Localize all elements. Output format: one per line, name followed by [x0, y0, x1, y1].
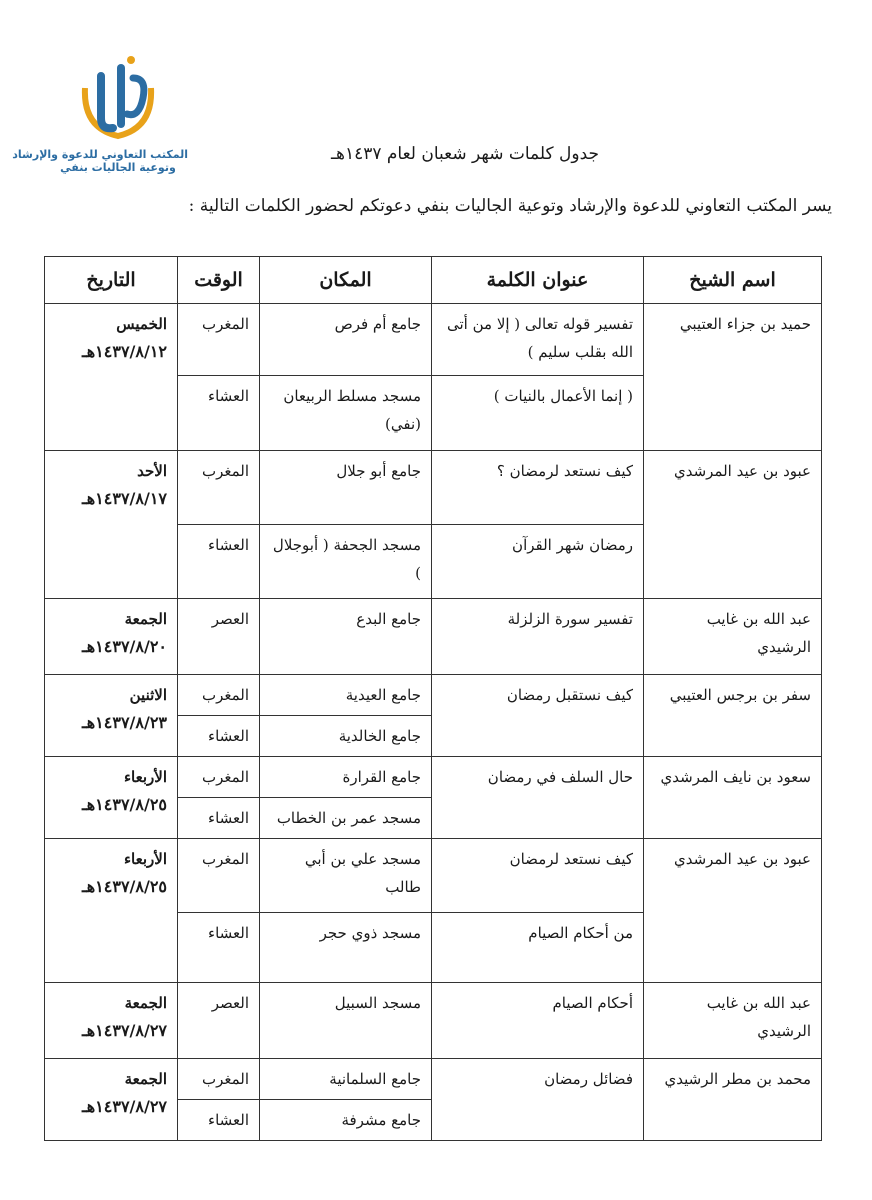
time-cell: العشاء	[178, 913, 260, 983]
topic-cell: كيف نستعد لرمضان	[432, 839, 644, 913]
date-cell	[45, 451, 178, 599]
header-topic: عنوان الكلمة	[432, 257, 644, 304]
date-day: الأربعاء	[123, 768, 167, 786]
shaykh-name: عبود بن عيد المرشدي	[644, 839, 822, 983]
org-logo	[12, 48, 188, 180]
shaykh-name: عبد الله بن غايب الرشيدي	[644, 599, 822, 675]
time-cell: المغرب	[178, 839, 260, 913]
topic-cell: كيف نستقبل رمضان	[432, 675, 644, 757]
shaykh-name: سعود بن نايف المرشدي	[644, 757, 822, 839]
date-cell	[45, 1059, 178, 1141]
topic-cell: من أحكام الصيام	[432, 913, 644, 983]
header-time: الوقت	[178, 257, 260, 304]
date-value: ١٤٣٧/٨/٢٧هـ	[82, 1097, 167, 1116]
logo-org-sub: وتوعية الجاليات بنفي	[60, 161, 176, 174]
place-cell: جامع السلمانية	[260, 1059, 432, 1100]
date-day: الأربعاء	[123, 850, 167, 868]
time-cell: العشاء	[178, 376, 260, 451]
shaykh-name: حميد بن جزاء العتيبي	[644, 304, 822, 451]
table-row	[45, 599, 822, 675]
table-row	[45, 1059, 822, 1100]
topic-cell: تفسير قوله تعالى ( إلا من أتى الله بقلب سليم )	[432, 304, 644, 376]
time-cell: العصر	[178, 983, 260, 1059]
date-cell	[45, 304, 178, 451]
time-cell: العشاء	[178, 716, 260, 757]
schedule-table	[44, 256, 822, 1141]
topic-cell: رمضان شهر القرآن	[432, 525, 644, 599]
logo-org-name: المكتب التعاوني للدعوة والإرشاد	[12, 148, 188, 161]
date-value: ١٤٣٧/٨/٢٥هـ	[82, 877, 167, 896]
date-day: الجمعة	[124, 994, 167, 1012]
topic-cell: فضائل رمضان	[432, 1059, 644, 1141]
table-row	[45, 451, 822, 525]
date-day: الخميس	[116, 315, 167, 333]
time-cell: العشاء	[178, 798, 260, 839]
date-day: الاثنين	[129, 686, 167, 704]
topic-cell: تفسير سورة الزلزلة	[432, 599, 644, 675]
place-cell: جامع الخالدية	[260, 716, 432, 757]
place-cell: جامع البدع	[260, 599, 432, 675]
table-row	[45, 983, 822, 1059]
date-day: الأحد	[137, 462, 167, 480]
shaykh-name: عبد الله بن غايب الرشيدي	[644, 983, 822, 1059]
date-cell	[45, 675, 178, 757]
place-cell: مسجد علي بن أبي طالب	[260, 839, 432, 913]
time-cell: العصر	[178, 599, 260, 675]
page-title: جدول كلمات شهر شعبان لعام ١٤٣٧هـ	[330, 144, 599, 164]
place-cell: مسجد السبيل	[260, 983, 432, 1059]
date-value: ١٤٣٧/٨/٢٠هـ	[82, 637, 167, 656]
place-cell: مسجد مسلط الربيعان (نفي)	[260, 376, 432, 451]
date-cell	[45, 599, 178, 675]
topic-cell: ( إنما الأعمال بالنيات )	[432, 376, 644, 451]
place-cell: جامع أم فرص	[260, 304, 432, 376]
logo-emblem-icon	[73, 48, 163, 144]
date-cell	[45, 839, 178, 983]
date-cell	[45, 983, 178, 1059]
date-value: ١٤٣٧/٨/١٢هـ	[82, 342, 167, 361]
table-row	[45, 304, 822, 376]
header-shaykh: اسم الشيخ	[644, 257, 822, 304]
topic-cell: كيف نستعد لرمضان ؟	[432, 451, 644, 525]
header-date: التاريخ	[45, 257, 178, 304]
date-day: الجمعة	[124, 1070, 167, 1088]
time-cell: العشاء	[178, 525, 260, 599]
place-cell: جامع مشرفة	[260, 1100, 432, 1141]
place-cell: مسجد الجحفة ( أبوجلال )	[260, 525, 432, 599]
topic-cell: أحكام الصيام	[432, 983, 644, 1059]
place-cell: جامع القرارة	[260, 757, 432, 798]
time-cell: المغرب	[178, 451, 260, 525]
table-header-row	[45, 257, 822, 304]
table-row	[45, 839, 822, 913]
shaykh-name: سفر بن برجس العتيبي	[644, 675, 822, 757]
header-place: المكان	[260, 257, 432, 304]
topic-cell: حال السلف في رمضان	[432, 757, 644, 839]
date-value: ١٤٣٧/٨/٢٧هـ	[82, 1021, 167, 1040]
place-cell: جامع أبو جلال	[260, 451, 432, 525]
time-cell: المغرب	[178, 675, 260, 716]
place-cell: جامع العيدية	[260, 675, 432, 716]
date-cell	[45, 757, 178, 839]
place-cell: مسجد ذوي حجر	[260, 913, 432, 983]
date-value: ١٤٣٧/٨/٢٣هـ	[82, 713, 167, 732]
date-value: ١٤٣٧/٨/١٧هـ	[82, 489, 167, 508]
date-value: ١٤٣٧/٨/٢٥هـ	[82, 795, 167, 814]
intro-text: يسر المكتب التعاوني للدعوة والإرشاد وتوعية الجاليات بنفي دعوتكم لحضور الكلمات التالية :	[188, 196, 832, 216]
time-cell: العشاء	[178, 1100, 260, 1141]
shaykh-name: محمد بن مطر الرشيدي	[644, 1059, 822, 1141]
time-cell: المغرب	[178, 757, 260, 798]
table-row	[45, 757, 822, 798]
table-row	[45, 675, 822, 716]
place-cell: مسجد عمر بن الخطاب	[260, 798, 432, 839]
shaykh-name: عبود بن عيد المرشدي	[644, 451, 822, 599]
time-cell: المغرب	[178, 1059, 260, 1100]
time-cell: المغرب	[178, 304, 260, 376]
date-day: الجمعة	[124, 610, 167, 628]
